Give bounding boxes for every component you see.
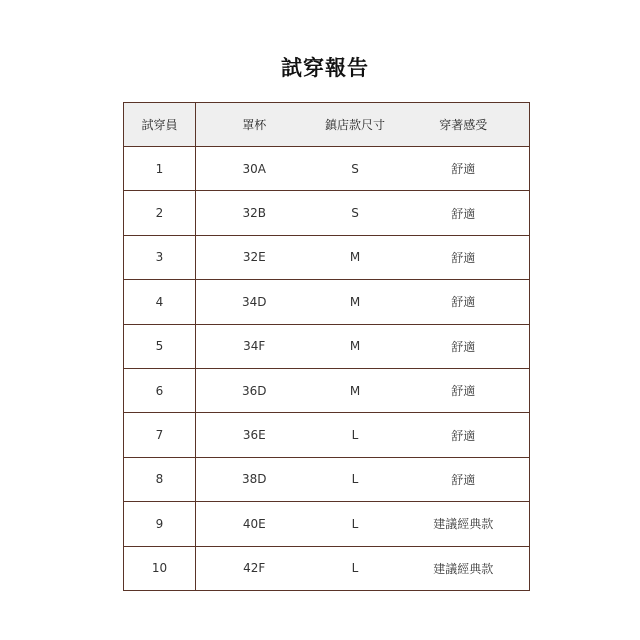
cell-tester: 3 [124, 235, 196, 279]
page-title: 試穿報告 [281, 56, 369, 80]
cell-tester: 6 [124, 368, 196, 412]
table-row [124, 280, 530, 324]
table-row [124, 457, 530, 501]
table-row [124, 235, 530, 279]
table-header-row [124, 103, 530, 147]
cell-tester: 4 [124, 280, 196, 324]
cell-tester: 8 [124, 457, 196, 501]
header-tester: 試穿員 [124, 103, 196, 147]
cell-cup: 36E [196, 413, 313, 457]
cell-size: L [313, 546, 398, 590]
cell-feel: 建議經典款 [398, 502, 530, 546]
table-row [124, 502, 530, 546]
header-cup: 罩杯 [196, 103, 313, 147]
cell-feel: 舒適 [398, 147, 530, 191]
cell-tester: 7 [124, 413, 196, 457]
table-row [124, 546, 530, 590]
cell-feel: 舒適 [398, 280, 530, 324]
cell-cup: 34F [196, 324, 313, 368]
cell-size: L [313, 457, 398, 501]
cell-size: L [313, 413, 398, 457]
cell-size: M [313, 280, 398, 324]
cell-tester: 5 [124, 324, 196, 368]
cell-cup: 40E [196, 502, 313, 546]
cell-cup: 32B [196, 191, 313, 235]
cell-cup: 36D [196, 368, 313, 412]
table-row [124, 324, 530, 368]
cell-cup: 34D [196, 280, 313, 324]
cell-feel: 建議經典款 [398, 546, 530, 590]
fitting-report-table [123, 102, 530, 591]
cell-feel: 舒適 [398, 324, 530, 368]
cell-cup: 30A [196, 147, 313, 191]
cell-size: S [313, 191, 398, 235]
cell-tester: 9 [124, 502, 196, 546]
cell-feel: 舒適 [398, 368, 530, 412]
table-row [124, 147, 530, 191]
cell-cup: 42F [196, 546, 313, 590]
cell-size: L [313, 502, 398, 546]
cell-size: M [313, 368, 398, 412]
cell-feel: 舒適 [398, 413, 530, 457]
table-row [124, 368, 530, 412]
cell-tester: 2 [124, 191, 196, 235]
cell-size: M [313, 324, 398, 368]
header-size: 鎮店款尺寸 [313, 103, 398, 147]
table-row [124, 413, 530, 457]
cell-tester: 1 [124, 147, 196, 191]
cell-feel: 舒適 [398, 235, 530, 279]
cell-feel: 舒適 [398, 191, 530, 235]
cell-cup: 32E [196, 235, 313, 279]
cell-feel: 舒適 [398, 457, 530, 501]
cell-tester: 10 [124, 546, 196, 590]
table-row [124, 191, 530, 235]
cell-size: S [313, 147, 398, 191]
header-feel: 穿著感受 [398, 103, 530, 147]
cell-cup: 38D [196, 457, 313, 501]
cell-size: M [313, 235, 398, 279]
